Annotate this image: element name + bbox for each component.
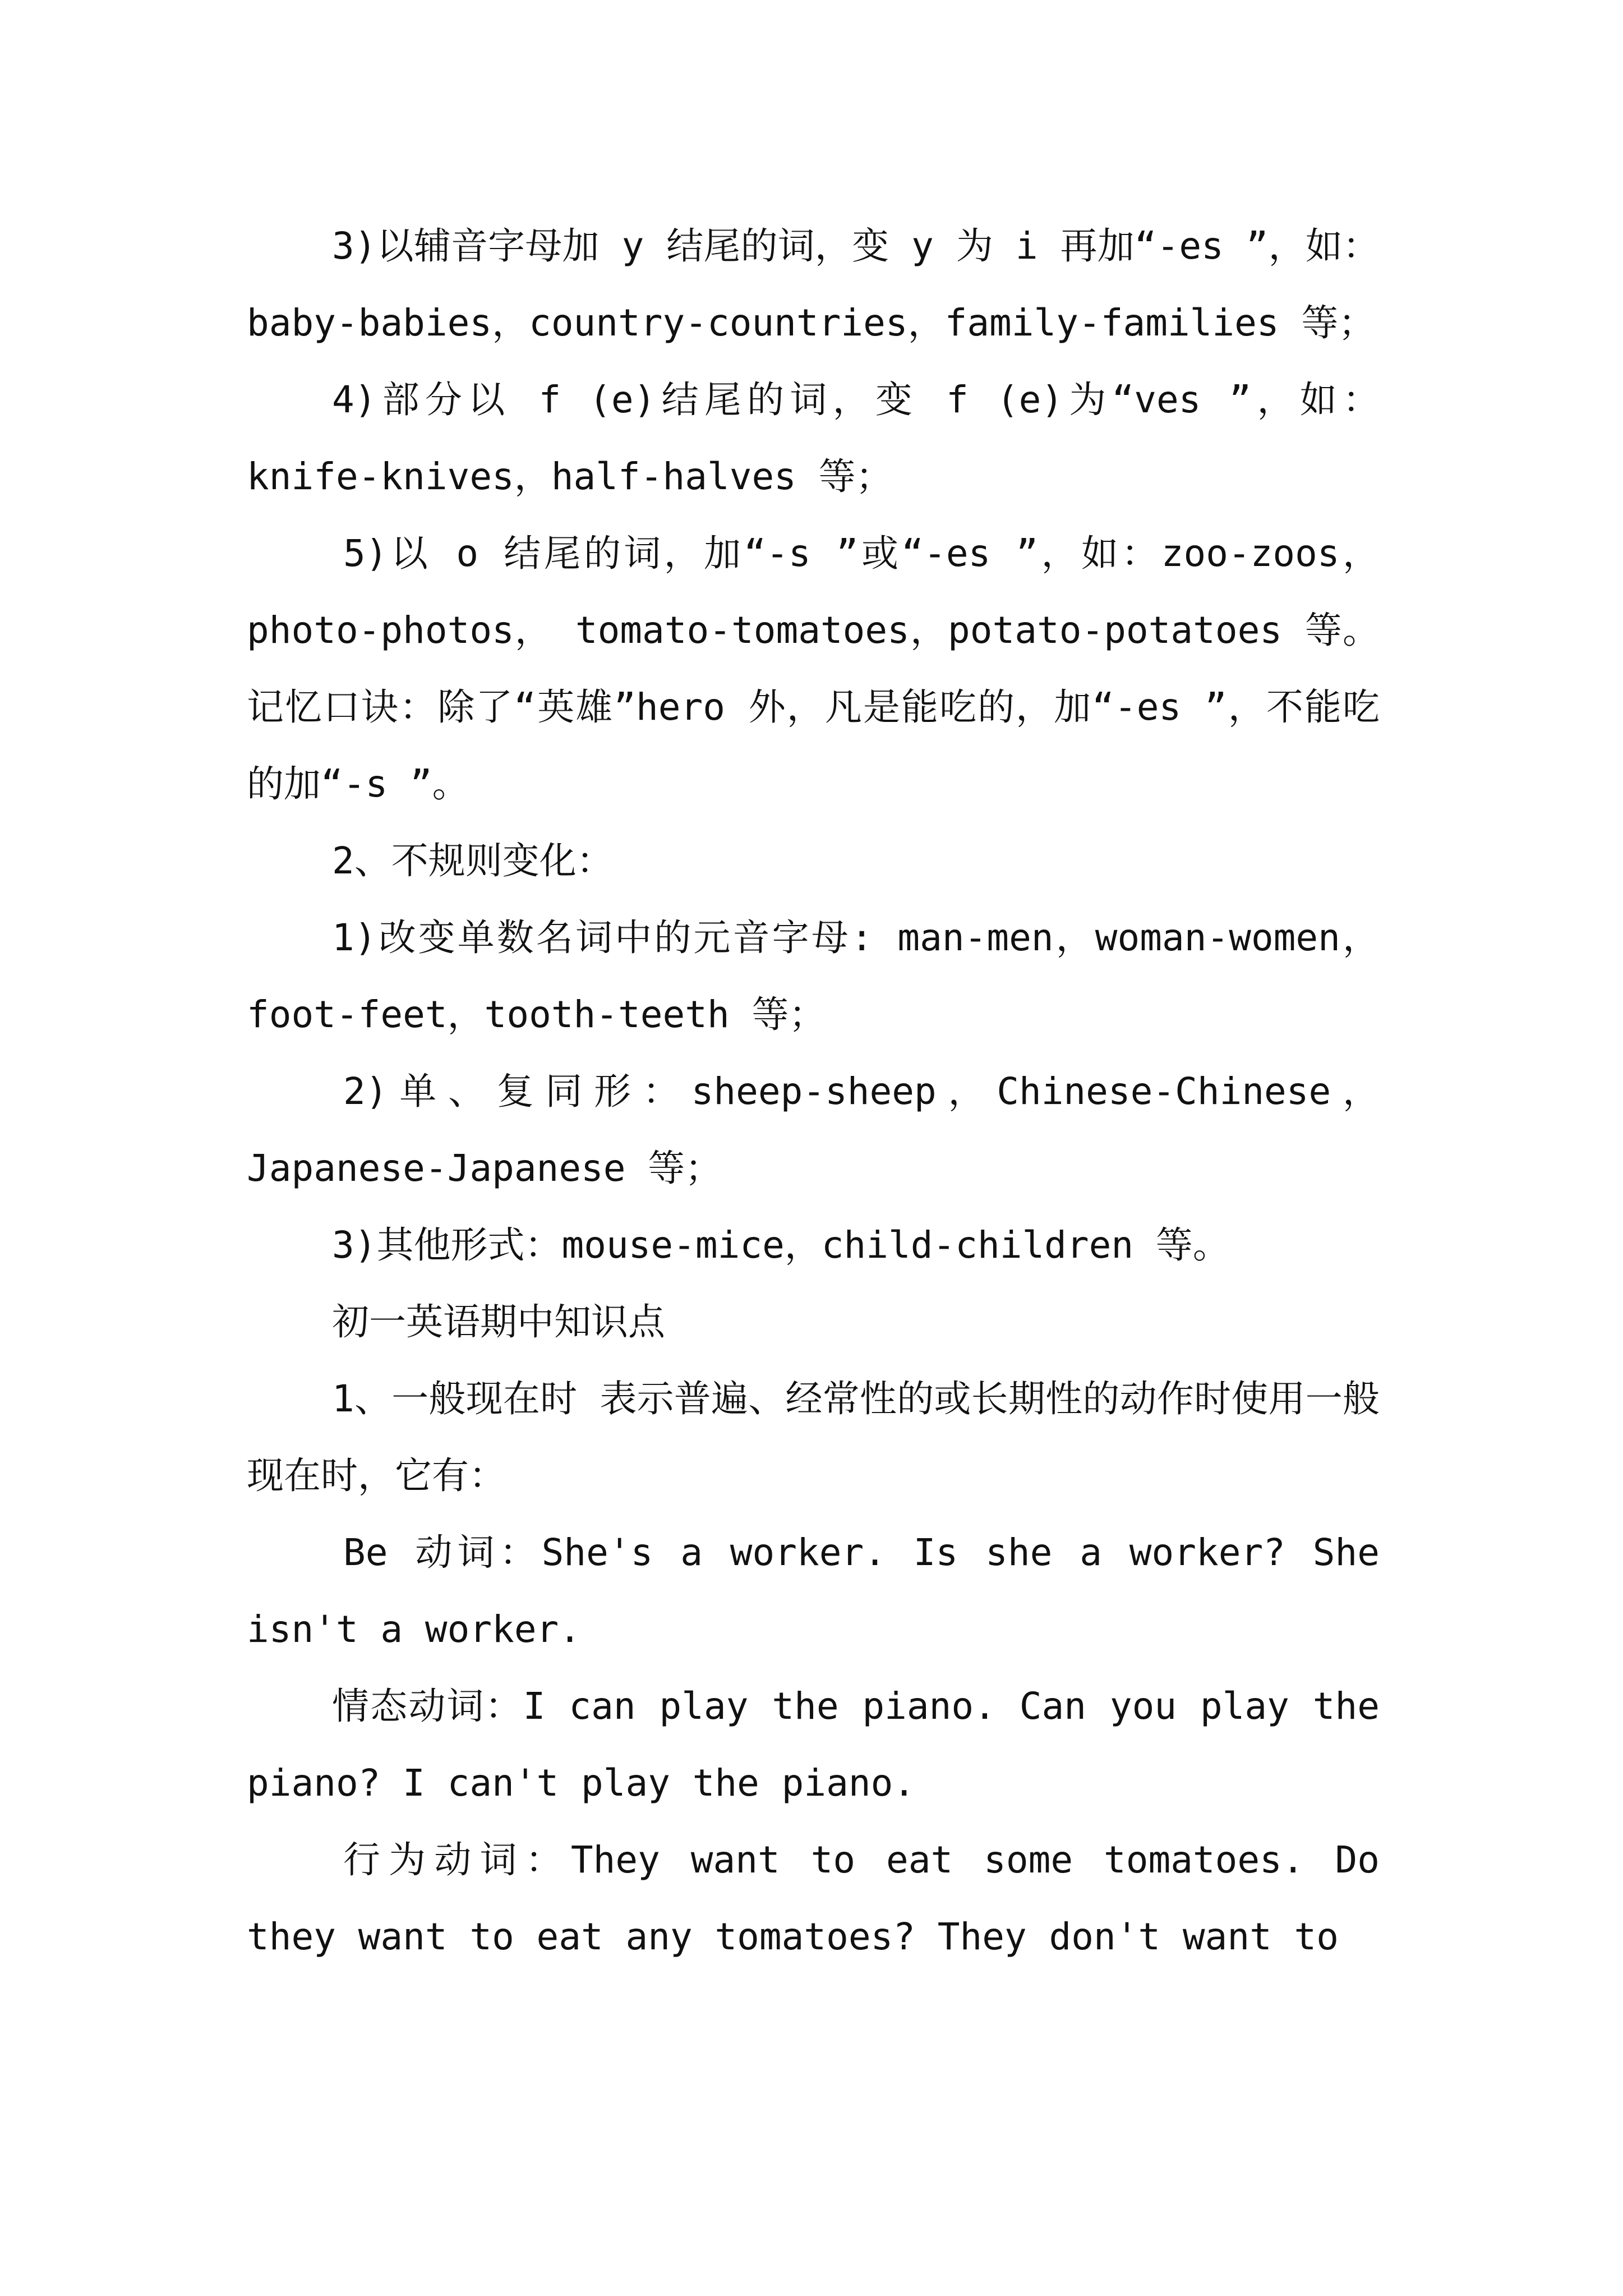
paragraph-irregular-heading: 2、不规则变化： — [332, 839, 614, 882]
paragraph-same-form: 2)单、复同形：sheep-sheep，Chinese-Chinese，Japanese-Japanese 等； — [247, 1070, 1380, 1190]
paragraph-action-verb: 行为动词：They want to eat some tomatoes. Do they want to eat any tomatoes? They don't want to — [247, 1838, 1380, 1958]
paragraph-be-verb: Be 动词：She's a worker. Is she a worker? She isn't a worker. — [247, 1531, 1380, 1651]
paragraph-plural-y-rule: 3)以辅音字母加 y 结尾的词，变 y 为 i 再加“-es ”，如：baby-babies，country-countries，family-families 等； — [247, 224, 1380, 344]
paragraph-modal-verb: 情态动词：I can play the piano. Can you play the piano? I can't play the piano. — [247, 1685, 1380, 1805]
paragraph-plural-o-rule: 5)以 o 结尾的词，加“-s ”或“-es ”，如：zoo-zoos， photo-photos， tomato-tomatoes，potato-potatoes 等。记忆口诀：除了“英雄”hero 外，凡是能吃的，加“-es ”，不能吃的加“-s ”。 — [247, 532, 1380, 806]
paragraph-other-forms: 3)其他形式：mouse-mice，child-children 等。 — [332, 1223, 1230, 1267]
paragraph-vowel-change: 1)改变单数名词中的元音字母: man-men，woman-women，foot-feet，tooth-teeth 等； — [247, 916, 1380, 1036]
paragraph-plural-f-rule: 4)部分以 f (e)结尾的词，变 f (e)为“ves ”，如：knife-knives，half-halves 等； — [247, 378, 1380, 498]
document-body — [247, 208, 1380, 1975]
section-heading: 初一英语期中知识点 — [332, 1300, 665, 1343]
paragraph-present-tense: 1、一般现在时 表示普遍、经常性的或长期性的动作时使用一般现在时，它有： — [247, 1377, 1380, 1497]
